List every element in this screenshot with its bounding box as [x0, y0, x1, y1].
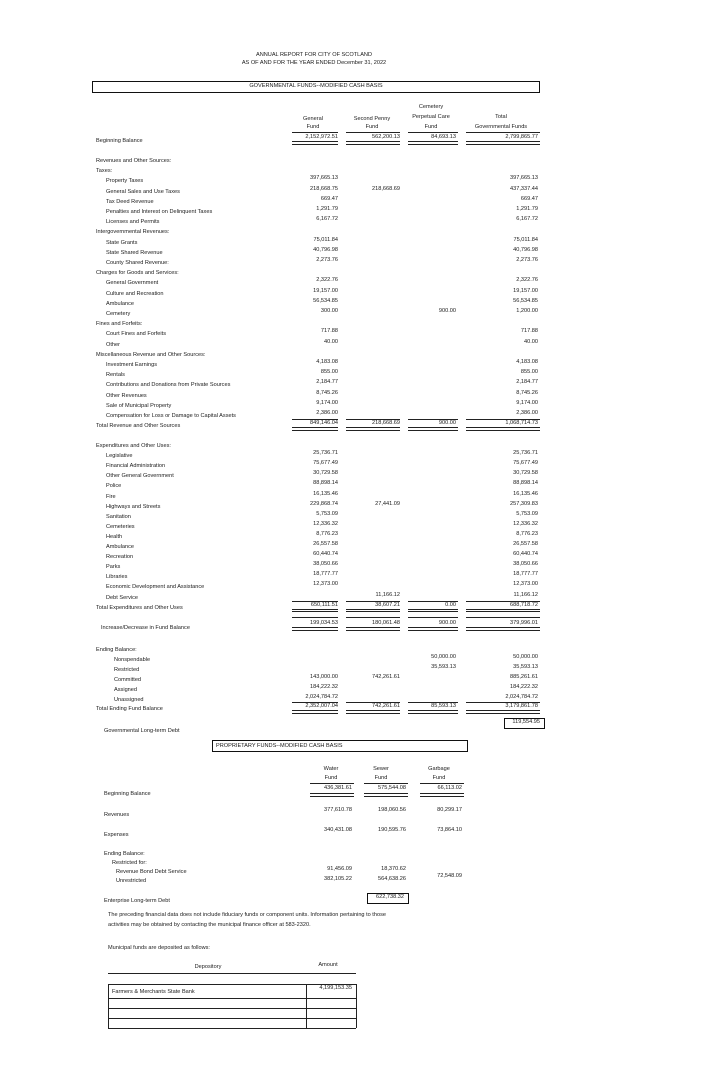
row-label: Highways and Streets: [106, 503, 161, 510]
row-value-t: 8,776.23: [516, 530, 538, 537]
row-value-s: 27,441.09: [375, 500, 400, 507]
row-label: Police: [106, 483, 122, 490]
row-label: Court Fines and Forfeits: [106, 331, 167, 338]
col-cemetery-l3: Fund: [424, 124, 438, 130]
rule: [466, 132, 540, 133]
rule: [420, 783, 464, 784]
rule: [310, 793, 354, 797]
rule: [292, 132, 338, 133]
prop-ltd-value: 622,738.32: [376, 894, 404, 900]
row-label: Economic Development and Assistance: [106, 584, 205, 591]
prop-expenses-garbage: 73,864.10: [437, 827, 462, 833]
rule: [466, 141, 540, 145]
row-value-s: 11,166.12: [375, 591, 400, 598]
rule: [292, 702, 338, 703]
rule: [466, 609, 540, 613]
row-value-t: 4,183.08: [516, 359, 538, 365]
row-label: Debt Service: [106, 594, 139, 601]
row-label: Total Revenue and Other Sources: [96, 423, 181, 430]
row-label: Tax Deed Revenue: [106, 198, 154, 205]
rule: [408, 702, 458, 703]
row-label: Licenses and Permits: [106, 219, 160, 226]
row-value-g: 60,440.74: [313, 551, 338, 558]
rule: [466, 702, 540, 703]
row-value-t: 60,440.74: [513, 551, 538, 558]
row-value-s: 218,668.69: [372, 420, 400, 427]
row-label: Fire: [106, 493, 116, 500]
row-value-t: 717.88: [520, 328, 538, 335]
rule: [108, 1018, 356, 1019]
row-value-c: 85,593.13: [431, 703, 456, 710]
row-value-t: 1,291.79: [516, 206, 538, 212]
rule: [108, 984, 109, 1028]
row-value-t: 5,753.09: [516, 510, 538, 517]
rule: [346, 617, 400, 618]
prop-ending-label: Ending Balance:: [104, 851, 145, 857]
row-value-g: 2,024,784.72: [305, 693, 338, 700]
row-value-t: 397,665.13: [510, 175, 538, 182]
row-value-t: 88,898.14: [513, 480, 538, 487]
row-label: Libraries: [106, 574, 128, 581]
rule: [108, 1028, 356, 1029]
row-label: General Sales and Use Taxes: [106, 188, 180, 195]
row-value-t: 184,222.32: [510, 683, 538, 690]
rule: [346, 702, 400, 703]
row-value-g: 25,736.71: [313, 450, 338, 457]
row-value-g: 2,352,007.04: [305, 703, 338, 710]
row-label: Unassigned: [114, 696, 144, 703]
rule: [364, 793, 408, 797]
gov-beginning-cemetery: 84,693.13: [431, 134, 456, 140]
row-label: Ambulance: [106, 300, 134, 307]
row-label: Ending Balance:: [96, 647, 137, 653]
increase-cemetery: 900.00: [438, 620, 456, 626]
prop-unrestricted-label: Unrestricted: [116, 878, 147, 884]
prop-revenues-label: Revenues: [104, 812, 130, 818]
row-value-s: 218,668.69: [372, 185, 400, 192]
footnote-line2: activities may be obtained by contacting the municipal finance officer at 583-2320.: [108, 922, 311, 928]
row-value-g: 9,174.00: [316, 399, 338, 406]
row-label: Cemeteries: [106, 523, 135, 530]
row-value-c: 35,593.13: [431, 663, 456, 670]
row-value-g: 2,322.76: [316, 277, 338, 284]
row-value-t: 12,373.00: [513, 581, 538, 588]
rule: [420, 793, 464, 797]
governmental-banner-title: GOVERNMENTAL FUNDS--MODIFIED CASH BASIS: [249, 83, 383, 89]
row-value-g: 18,777.77: [313, 571, 338, 578]
row-value-c: 50,000.00: [431, 653, 456, 660]
prop-beginning-water: 436,381.61: [324, 785, 352, 791]
row-label: Health: [106, 533, 123, 540]
prop-rbds-label: Revenue Bond Debt Service: [116, 869, 187, 875]
row-label: Other General Government: [106, 473, 174, 480]
row-value-g: 8,745.26: [316, 389, 338, 396]
row-value-g: 855.00: [320, 369, 338, 376]
prop-revenues-sewer: 198,060.56: [378, 807, 406, 813]
gov-beginning-label: Beginning Balance: [96, 138, 143, 144]
row-value-g: 12,336.32: [313, 520, 338, 527]
rule: [466, 601, 540, 602]
row-label: Cemetery: [106, 311, 131, 317]
row-label: Culture and Recreation: [106, 290, 164, 297]
rule: [466, 617, 540, 618]
gov-beginning-total: 2,799,865.77: [505, 134, 538, 140]
report-subtitle: AS OF AND FOR THE YEAR ENDED December 31, 2022: [241, 60, 387, 66]
increase-general: 199,034.53: [310, 620, 338, 626]
row-value-t: 2,184.77: [516, 379, 538, 386]
rule: [408, 427, 458, 431]
row-value-g: 669.47: [320, 195, 338, 202]
row-label: Revenues and Other Sources:: [96, 158, 172, 164]
row-value-t: 75,011.84: [513, 236, 538, 243]
row-value-t: 2,386.00: [516, 410, 538, 416]
row-value-t: 2,024,784.72: [505, 693, 538, 700]
row-value-t: 18,777.77: [513, 571, 538, 578]
footnote-line1: The preceding financial data does not include fiduciary funds or component units. Information pertaining to those: [108, 912, 386, 918]
row-value-g: 2,184.77: [316, 379, 338, 386]
col-water-l2: Fund: [324, 775, 338, 781]
prop-expenses-water: 340,431.08: [324, 827, 352, 833]
rule: [364, 783, 408, 784]
row-value-s: 742,261.61: [372, 673, 400, 680]
rule: [292, 419, 338, 420]
row-value-t: 19,157.00: [513, 287, 538, 294]
row-value-t: 75,677.49: [513, 460, 538, 467]
row-label: Committed: [114, 676, 142, 683]
rule: [408, 627, 458, 631]
row-value-g: 143,000.00: [310, 673, 338, 680]
rule: [292, 710, 338, 714]
prop-rbds-water: 91,456.09: [327, 866, 352, 872]
row-label: Expenditures and Other Uses:: [96, 443, 171, 449]
rule: [408, 419, 458, 420]
rule: [292, 141, 338, 145]
row-value-c: 0.00: [445, 601, 456, 608]
row-value-g: 19,157.00: [313, 287, 338, 294]
rule: [346, 710, 400, 714]
row-value-t: 40,796.98: [513, 246, 538, 253]
rule: [292, 601, 338, 602]
row-value-g: 229,868.74: [310, 500, 338, 507]
prop-revenues-water: 377,610.78: [324, 807, 352, 813]
col-second-l1: Second Penny: [353, 116, 391, 122]
prop-unrestricted-water: 382,105.22: [324, 876, 352, 882]
row-value-t: 8,745.26: [516, 389, 538, 396]
col-cemetery-l1: Cemetery: [418, 104, 444, 110]
col-cemetery-l2: Perpetual Care: [412, 114, 450, 120]
rule: [346, 627, 400, 631]
row-value-g: 12,373.00: [313, 581, 338, 588]
row-value-t: 26,557.58: [513, 541, 538, 547]
col-general-l1: General: [303, 116, 323, 122]
col-water-l1: Water: [323, 766, 339, 772]
row-value-g: 218,668.75: [310, 185, 338, 192]
prop-expenses-sewer: 190,595.76: [378, 827, 406, 833]
row-label: Rentals: [106, 372, 125, 379]
col-sewer-l2: Fund: [374, 775, 388, 781]
row-value-g: 4,183.08: [316, 359, 338, 365]
row-label: Legislative: [106, 453, 133, 460]
rule: [356, 984, 357, 1028]
prop-beginning-sewer: 575,544.08: [378, 785, 406, 791]
row-value-t: 3,179,861.78: [505, 703, 538, 710]
row-value-t: 56,534.85: [513, 297, 538, 304]
row-value-t: 669.47: [520, 195, 538, 202]
gov-ltd-value: 119,554.95: [512, 719, 540, 725]
row-value-t: 35,593.13: [513, 663, 538, 670]
increase-label: Increase/Decrease in Fund Balance: [101, 625, 190, 631]
row-label: Investment Earnings: [106, 362, 157, 368]
row-value-g: 849,146.04: [310, 420, 338, 427]
row-value-t: 1,200.00: [516, 308, 538, 314]
row-value-g: 30,729.58: [313, 470, 338, 477]
row-value-g: 16,135.46: [313, 490, 338, 497]
row-value-g: 717.88: [320, 328, 338, 335]
row-value-g: 8,776.23: [316, 530, 338, 537]
rule: [108, 973, 356, 974]
row-value-g: 75,677.49: [313, 460, 338, 467]
row-label: Contributions and Donations from Private Sources: [106, 382, 231, 389]
row-label: Miscellaneous Revenue and Other Sources:: [96, 351, 206, 358]
row-value-t: 1,068,714.73: [505, 420, 538, 427]
gov-beginning-second: 562,200.13: [372, 134, 400, 140]
row-label: Other Revenues: [106, 392, 147, 399]
row-value-c: 900.00: [438, 308, 456, 314]
prop-unrestricted-sewer: 564,638.26: [378, 876, 406, 882]
row-label: Nonspendable: [114, 656, 151, 663]
row-value-g: 56,534.85: [313, 297, 338, 304]
increase-total: 379,996.01: [510, 620, 538, 626]
rule: [346, 132, 400, 133]
row-value-t: 30,729.58: [513, 470, 538, 477]
row-label: General Government: [106, 280, 159, 287]
rule: [466, 710, 540, 714]
row-value-t: 12,336.32: [513, 520, 538, 527]
proprietary-banner-title: PROPRIETARY FUNDS--MODIFIED CASH BASIS: [216, 743, 343, 749]
row-label: Fines and Forfeits:: [96, 321, 143, 328]
row-value-g: 184,222.32: [310, 683, 338, 690]
rule: [408, 617, 458, 618]
rule: [310, 783, 354, 784]
rule: [408, 601, 458, 602]
row-label: Charges for Goods and Services:: [96, 270, 179, 277]
row-value-t: 11,166.12: [513, 591, 538, 598]
row-value-g: 397,665.13: [310, 175, 338, 182]
row-value-g: 88,898.14: [313, 480, 338, 487]
row-value-t: 2,273.76: [516, 257, 538, 263]
rule: [466, 627, 540, 631]
gov-beginning-general: 2,152,972.51: [305, 134, 338, 140]
row-label: Recreation: [106, 554, 134, 561]
prop-beginning-garbage: 66,113.02: [437, 785, 462, 791]
col-garbage-l1: Garbage: [428, 766, 450, 772]
row-label: Total Expenditures and Other Uses: [96, 604, 183, 611]
row-value-t: 688,718.72: [510, 601, 538, 608]
row-value-g: 75,011.84: [313, 236, 338, 243]
row-label: Parks: [106, 564, 121, 571]
col-general-l2: Fund: [306, 124, 320, 130]
report-title: ANNUAL REPORT FOR CITY OF SCOTLAND: [255, 52, 373, 58]
row-label: Assigned: [114, 686, 138, 693]
deposits-col-amount: Amount: [318, 962, 338, 968]
row-value-t: 6,167.72: [516, 216, 538, 223]
row-value-g: 38,050.66: [313, 561, 338, 568]
rule: [408, 609, 458, 613]
row-value-t: 9,174.00: [516, 399, 538, 406]
row-value-t: 885,261.61: [510, 673, 538, 680]
row-value-g: 2,273.76: [316, 257, 338, 263]
row-value-t: 50,000.00: [513, 653, 538, 660]
col-total-l1: Total: [495, 114, 507, 120]
row-value-g: 40.00: [324, 338, 338, 345]
col-total-l2: Governmental Funds: [474, 124, 528, 130]
deposits-col-depository: Depository: [194, 964, 222, 970]
row-label: Sale of Municipal Property: [106, 402, 172, 409]
rule: [108, 998, 356, 999]
col-sewer-l1: Sewer: [373, 766, 389, 772]
prop-restricted-for: Restricted for:: [112, 860, 147, 866]
row-value-g: 2,386.00: [316, 410, 338, 416]
row-value-g: 1,291.79: [316, 206, 338, 212]
row-label: State Grants: [106, 239, 138, 246]
row-value-g: 300.00: [320, 308, 338, 314]
rule: [292, 427, 338, 431]
row-label: Other: [106, 341, 120, 348]
prop-rbds-sewer: 18,370.62: [381, 866, 406, 872]
col-garbage-l2: Fund: [432, 775, 446, 781]
row-label: Ambulance: [106, 544, 134, 550]
deposits-intro: Municipal funds are deposited as follows:: [108, 945, 210, 951]
rule: [292, 627, 338, 631]
row-label: Total Ending Fund Balance: [96, 706, 163, 713]
row-label: Restricted: [114, 666, 140, 673]
row-value-g: 6,167.72: [316, 216, 338, 223]
rule: [408, 141, 458, 145]
row-value-g: 5,753.09: [316, 510, 338, 517]
row-value-g: 650,111.51: [310, 601, 338, 608]
row-value-t: 855.00: [520, 369, 538, 376]
rule: [408, 710, 458, 714]
rule: [346, 609, 400, 613]
row-value-t: 437,337.44: [510, 185, 538, 192]
row-value-t: 2,322.76: [516, 277, 538, 284]
rule: [346, 141, 400, 145]
row-label: Penalties and Interest on Delinquent Taxes: [106, 209, 213, 215]
prop-unrestricted-garbage: 72,548.09: [437, 873, 462, 879]
row-label: Sanitation: [106, 513, 131, 520]
prop-beginning-label: Beginning Balance: [104, 791, 151, 797]
deposit-bank: Farmers & Merchants State Bank: [112, 989, 195, 995]
rule: [346, 427, 400, 431]
row-value-g: 40,796.98: [313, 246, 338, 253]
rule: [292, 617, 338, 618]
row-label: Property Taxes: [106, 178, 144, 185]
col-second-l2: Fund: [365, 124, 379, 130]
prop-revenues-garbage: 80,299.17: [437, 807, 462, 813]
rule: [292, 609, 338, 613]
rule: [408, 132, 458, 133]
prop-expenses-label: Expenses: [104, 832, 129, 838]
row-label: County Shared Revenue:: [106, 260, 169, 266]
row-label: Taxes:: [96, 168, 113, 175]
row-value-t: 25,736.71: [513, 450, 538, 457]
row-value-t: 40.00: [524, 338, 538, 345]
row-value-g: 26,557.58: [313, 541, 338, 547]
gov-ltd-label: Governmental Long-term Debt: [104, 728, 180, 734]
rule: [466, 427, 540, 431]
rule: [466, 419, 540, 420]
row-label: Compensation for Loss or Damage to Capital Assets: [106, 413, 236, 419]
row-value-s: 38,607.21: [375, 601, 400, 608]
row-value-s: 742,261.61: [372, 703, 400, 710]
deposit-amount: 4,199,153.35: [319, 985, 352, 991]
rule: [346, 419, 400, 420]
row-value-t: 38,050.66: [513, 561, 538, 568]
row-label: Financial Administration: [106, 463, 166, 470]
row-value-c: 900.00: [438, 420, 456, 427]
increase-second: 180,061.48: [372, 620, 400, 626]
row-label: State Shared Revenue: [106, 249, 163, 256]
row-value-t: 16,135.46: [513, 490, 538, 497]
row-label: Intergovernmental Revenues:: [96, 229, 170, 236]
row-value-t: 257,309.83: [510, 500, 538, 507]
rule: [108, 1008, 356, 1009]
prop-ltd-label: Enterprise Long-term Debt: [104, 898, 170, 904]
rule: [346, 601, 400, 602]
